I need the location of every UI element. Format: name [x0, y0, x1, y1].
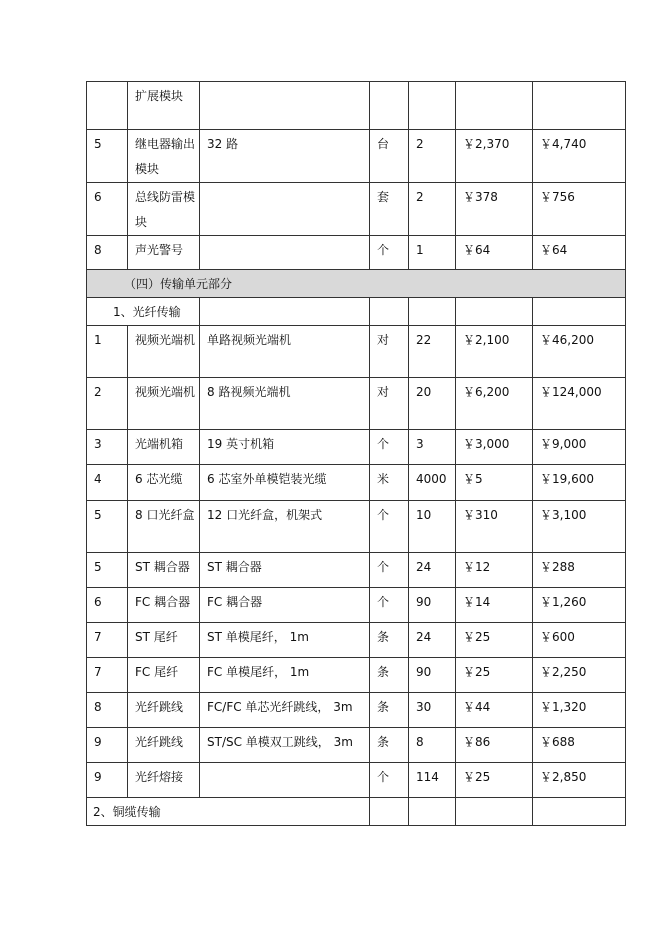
total-price: ￥288	[533, 553, 626, 588]
total-price: ￥9,000	[533, 430, 626, 465]
unit-price: ￥44	[456, 693, 533, 728]
table-row	[87, 430, 626, 465]
total-price: ￥4,740	[533, 130, 626, 183]
item-spec: FC 单模尾纤， 1m	[200, 658, 370, 693]
item-quantity: 20	[409, 378, 456, 430]
item-spec	[200, 236, 370, 270]
table-row	[87, 728, 626, 763]
item-unit: 米	[370, 465, 409, 501]
item-unit: 条	[370, 658, 409, 693]
empty-cell	[409, 798, 456, 826]
item-spec: FC/FC 单芯光纤跳线， 3m	[200, 693, 370, 728]
unit-price: ￥5	[456, 465, 533, 501]
section-title: （四）传输单元部分	[87, 270, 626, 298]
item-quantity	[409, 82, 456, 130]
table-row	[87, 465, 626, 501]
empty-cell	[200, 298, 370, 326]
equipment-table	[86, 81, 626, 826]
item-spec: 8 路视频光端机	[200, 378, 370, 430]
item-spec: 12 口光纤盒，机架式	[200, 501, 370, 553]
total-price: ￥1,260	[533, 588, 626, 623]
unit-price: ￥3,000	[456, 430, 533, 465]
subsection-row	[87, 798, 626, 826]
empty-cell	[456, 298, 533, 326]
unit-price: ￥378	[456, 183, 533, 236]
empty-cell	[533, 298, 626, 326]
row-number: 5	[87, 501, 128, 553]
table-row	[87, 130, 626, 183]
unit-price: ￥86	[456, 728, 533, 763]
item-unit: 对	[370, 326, 409, 378]
total-price	[533, 82, 626, 130]
item-name: ST 耦合器	[128, 553, 200, 588]
item-unit: 个	[370, 501, 409, 553]
table-row	[87, 236, 626, 270]
item-spec: 19 英寸机箱	[200, 430, 370, 465]
table-row	[87, 501, 626, 553]
item-quantity: 10	[409, 501, 456, 553]
item-quantity: 24	[409, 553, 456, 588]
item-unit: 条	[370, 623, 409, 658]
item-name: FC 尾纤	[128, 658, 200, 693]
empty-cell	[409, 298, 456, 326]
unit-price: ￥25	[456, 658, 533, 693]
item-name: 光纤跳线	[128, 728, 200, 763]
item-unit: 个	[370, 430, 409, 465]
item-unit: 个	[370, 588, 409, 623]
item-name: ST 尾纤	[128, 623, 200, 658]
item-spec: FC 耦合器	[200, 588, 370, 623]
unit-price: ￥2,100	[456, 326, 533, 378]
total-price: ￥2,850	[533, 763, 626, 798]
item-spec: ST/SC 单模双工跳线， 3m	[200, 728, 370, 763]
item-unit: 条	[370, 693, 409, 728]
item-quantity: 1	[409, 236, 456, 270]
unit-price: ￥12	[456, 553, 533, 588]
row-number: 7	[87, 623, 128, 658]
total-price: ￥756	[533, 183, 626, 236]
item-unit: 套	[370, 183, 409, 236]
total-price: ￥600	[533, 623, 626, 658]
item-spec: 单路视频光端机	[200, 326, 370, 378]
item-unit: 个	[370, 236, 409, 270]
total-price: ￥3,100	[533, 501, 626, 553]
item-quantity: 8	[409, 728, 456, 763]
item-quantity: 90	[409, 588, 456, 623]
item-unit	[370, 82, 409, 130]
item-quantity: 114	[409, 763, 456, 798]
table-row	[87, 693, 626, 728]
total-price: ￥46,200	[533, 326, 626, 378]
item-spec: 32 路	[200, 130, 370, 183]
section-row	[87, 270, 626, 298]
subsection-row	[87, 298, 626, 326]
unit-price: ￥14	[456, 588, 533, 623]
item-unit: 对	[370, 378, 409, 430]
item-quantity: 24	[409, 623, 456, 658]
empty-cell	[456, 798, 533, 826]
total-price: ￥124,000	[533, 378, 626, 430]
row-number: 6	[87, 588, 128, 623]
total-price: ￥64	[533, 236, 626, 270]
unit-price: ￥25	[456, 623, 533, 658]
item-quantity: 4000	[409, 465, 456, 501]
item-quantity: 2	[409, 130, 456, 183]
total-price: ￥19,600	[533, 465, 626, 501]
item-quantity: 90	[409, 658, 456, 693]
table-row	[87, 82, 626, 130]
unit-price: ￥25	[456, 763, 533, 798]
item-spec: ST 单模尾纤， 1m	[200, 623, 370, 658]
item-quantity: 22	[409, 326, 456, 378]
row-number: 3	[87, 430, 128, 465]
unit-price: ￥2,370	[456, 130, 533, 183]
item-name: FC 耦合器	[128, 588, 200, 623]
subsection-title: 1、光纤传输	[87, 298, 200, 326]
row-number: 8	[87, 693, 128, 728]
unit-price: ￥64	[456, 236, 533, 270]
table-row	[87, 326, 626, 378]
row-number: 9	[87, 763, 128, 798]
unit-price	[456, 82, 533, 130]
table-row	[87, 623, 626, 658]
table-row	[87, 588, 626, 623]
table-row	[87, 658, 626, 693]
unit-price: ￥6,200	[456, 378, 533, 430]
total-price: ￥688	[533, 728, 626, 763]
table-row	[87, 183, 626, 236]
item-name: 8 口光纤盒	[128, 501, 200, 553]
row-number: 1	[87, 326, 128, 378]
row-number: 5	[87, 553, 128, 588]
equipment-table-body	[87, 82, 626, 826]
item-spec	[200, 82, 370, 130]
item-unit: 条	[370, 728, 409, 763]
table-row	[87, 378, 626, 430]
item-name: 继电器输出模块	[128, 130, 200, 183]
table-row	[87, 553, 626, 588]
row-number: 6	[87, 183, 128, 236]
row-number: 7	[87, 658, 128, 693]
item-quantity: 2	[409, 183, 456, 236]
item-spec: 6 芯室外单模铠装光缆	[200, 465, 370, 501]
table-row	[87, 763, 626, 798]
item-name: 声光警号	[128, 236, 200, 270]
item-name: 光纤跳线	[128, 693, 200, 728]
item-name: 光端机箱	[128, 430, 200, 465]
item-name: 扩展模块	[128, 82, 200, 130]
item-name: 总线防雷模块	[128, 183, 200, 236]
item-quantity: 3	[409, 430, 456, 465]
item-name: 光纤熔接	[128, 763, 200, 798]
item-quantity: 30	[409, 693, 456, 728]
row-number: 9	[87, 728, 128, 763]
item-unit: 个	[370, 763, 409, 798]
row-number	[87, 82, 128, 130]
total-price: ￥2,250	[533, 658, 626, 693]
row-number: 8	[87, 236, 128, 270]
row-number: 4	[87, 465, 128, 501]
row-number: 5	[87, 130, 128, 183]
item-spec	[200, 763, 370, 798]
item-name: 视频光端机	[128, 378, 200, 430]
item-name: 6 芯光缆	[128, 465, 200, 501]
item-spec	[200, 183, 370, 236]
subsection-title: 2、铜缆传输	[87, 798, 370, 826]
total-price: ￥1,320	[533, 693, 626, 728]
item-spec: ST 耦合器	[200, 553, 370, 588]
empty-cell	[370, 298, 409, 326]
unit-price: ￥310	[456, 501, 533, 553]
item-unit: 台	[370, 130, 409, 183]
item-unit: 个	[370, 553, 409, 588]
item-name: 视频光端机	[128, 326, 200, 378]
empty-cell	[533, 798, 626, 826]
empty-cell	[370, 798, 409, 826]
row-number: 2	[87, 378, 128, 430]
